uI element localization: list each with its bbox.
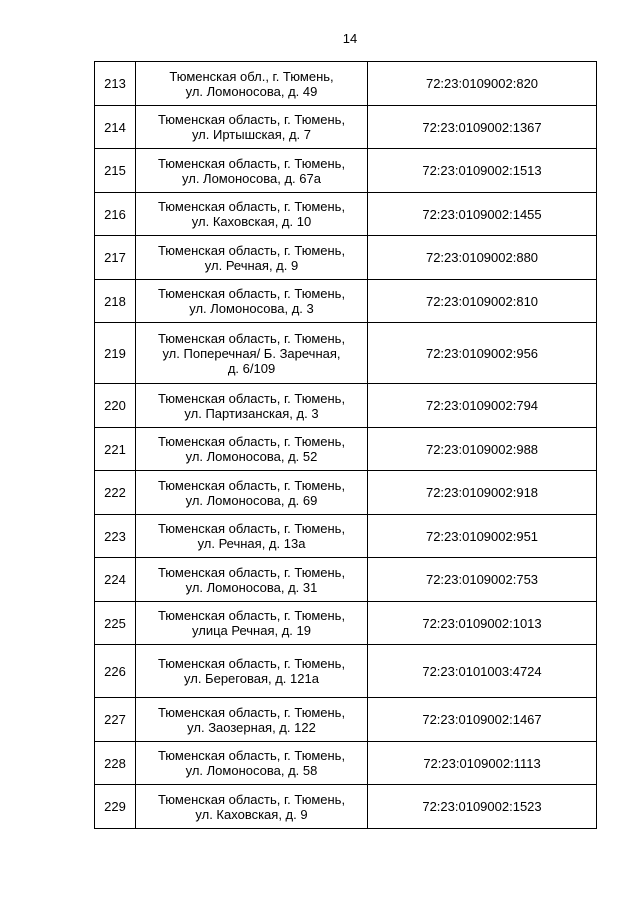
address-cell [136,384,368,428]
cadastral-number-cell: 72:23:0109002:880 [368,236,597,280]
page-number: 14 [342,31,358,46]
address-line: Тюменская обл., г. Тюмень, [169,68,334,84]
address-line: Тюменская область, г. Тюмень, [157,748,346,763]
row-number-cell: 214 [95,106,136,149]
address-cell [136,106,368,149]
address-line: ул. Иртышская, д. 7 [191,127,312,142]
table-row [95,236,597,280]
table-row [95,149,597,193]
cadastral-number-cell: 72:23:0109002:1013 [368,602,597,645]
address-line: Тюменская область, г. Тюмень, [157,434,346,449]
address-line: Тюменская область, г. Тюмень, [157,242,346,258]
cadastral-number-cell: 72:23:0109002:1113 [368,742,597,785]
row-number-cell: 213 [95,62,136,106]
address-cell [136,471,368,515]
cadastral-number-cell: 72:23:0109002:956 [368,323,597,384]
row-number-cell: 217 [95,236,136,280]
cadastral-number-cell: 72:23:0101003:4724 [368,645,597,698]
address-cell [136,149,368,193]
cadastral-number-cell: 72:23:0109002:820 [368,62,597,106]
address-line: Тюменская область, г. Тюмень, [157,656,346,671]
table-row [95,428,597,471]
address-cell [136,323,368,384]
property-register-table [94,61,597,829]
address-line: Тюменская область, г. Тюмень, [157,112,346,127]
address-line: ул. Ломоносова, д. 58 [185,763,318,778]
address-line: ул. Поперечная/ Б. Заречная, [162,345,341,361]
address-cell [136,193,368,236]
address-line: ул. Ломоносова, д. 3 [189,301,314,316]
table-row [95,384,597,428]
address-cell [136,558,368,602]
address-line: ул. Береговая, д. 121а [184,671,319,686]
address-cell [136,602,368,645]
cadastral-number-cell: 72:23:0109002:810 [368,280,597,323]
cadastral-number-cell: 72:23:0109002:918 [368,471,597,515]
cadastral-number-cell: 72:23:0109002:1467 [368,698,597,742]
address-line: д. 6/109 [227,360,276,376]
table-body [95,62,597,829]
row-number-cell: 216 [95,193,136,236]
address-cell [136,742,368,785]
cadastral-number-cell: 72:23:0109002:1367 [368,106,597,149]
address-line: Тюменская область, г. Тюмень, [157,155,346,171]
row-number-cell: 227 [95,698,136,742]
address-line: Тюменская область, г. Тюмень, [157,564,346,580]
cadastral-number-cell: 72:23:0109002:951 [368,515,597,558]
address-cell [136,236,368,280]
table-row [95,62,597,106]
table-row [95,742,597,785]
table-row [95,471,597,515]
cadastral-number-cell: 72:23:0109002:1455 [368,193,597,236]
address-line: Тюменская область, г. Тюмень, [157,477,346,493]
address-line: ул. Заозерная, д. 122 [187,719,316,735]
address-line: Тюменская область, г. Тюмень, [157,608,346,623]
address-line: Тюменская область, г. Тюмень, [157,704,346,720]
address-cell [136,428,368,471]
address-line: ул. Каховская, д. 10 [191,214,312,229]
address-line: Тюменская область, г. Тюмень, [157,330,346,346]
address-line: ул. Ломоносова, д. 67а [182,170,321,186]
address-line: Тюменская область, г. Тюмень, [157,390,346,406]
table-row [95,193,597,236]
address-line: ул. Ломоносова, д. 49 [185,83,318,99]
row-number-cell: 218 [95,280,136,323]
address-line: Тюменская область, г. Тюмень, [157,286,346,301]
address-line: ул. Партизанская, д. 3 [184,405,319,421]
row-number-cell: 222 [95,471,136,515]
address-line: ул. Речная, д. 9 [204,257,299,273]
address-line: ул. Речная, д. 13а [197,536,306,551]
row-number-cell: 229 [95,785,136,829]
table-row [95,323,597,384]
cadastral-number-cell: 72:23:0109002:794 [368,384,597,428]
row-number-cell: 228 [95,742,136,785]
address-cell [136,515,368,558]
table-row [95,602,597,645]
address-cell [136,645,368,698]
row-number-cell: 221 [95,428,136,471]
address-line: Тюменская область, г. Тюмень, [157,521,346,536]
row-number-cell: 224 [95,558,136,602]
address-cell [136,698,368,742]
table-row [95,280,597,323]
address-line: ул. Ломоносова, д. 69 [185,492,318,508]
address-cell [136,785,368,829]
address-line: ул. Ломоносова, д. 52 [185,449,318,464]
row-number-cell: 226 [95,645,136,698]
table-row [95,698,597,742]
cadastral-number-cell: 72:23:0109002:988 [368,428,597,471]
cadastral-number-cell: 72:23:0109002:753 [368,558,597,602]
cadastral-number-cell: 72:23:0109002:1523 [368,785,597,829]
table-row [95,645,597,698]
cadastral-number-cell: 72:23:0109002:1513 [368,149,597,193]
table-row [95,558,597,602]
table-row [95,785,597,829]
row-number-cell: 219 [95,323,136,384]
row-number-cell: 215 [95,149,136,193]
table-row [95,106,597,149]
row-number-cell: 225 [95,602,136,645]
table-row [95,515,597,558]
address-line: ул. Ломоносова, д. 31 [185,579,318,595]
row-number-cell: 223 [95,515,136,558]
address-line: Тюменская область, г. Тюмень, [157,791,346,807]
address-line: ул. Каховская, д. 9 [195,806,308,822]
address-cell [136,280,368,323]
address-cell [136,62,368,106]
row-number-cell: 220 [95,384,136,428]
address-line: Тюменская область, г. Тюмень, [157,199,346,214]
address-line: улица Речная, д. 19 [192,623,311,638]
